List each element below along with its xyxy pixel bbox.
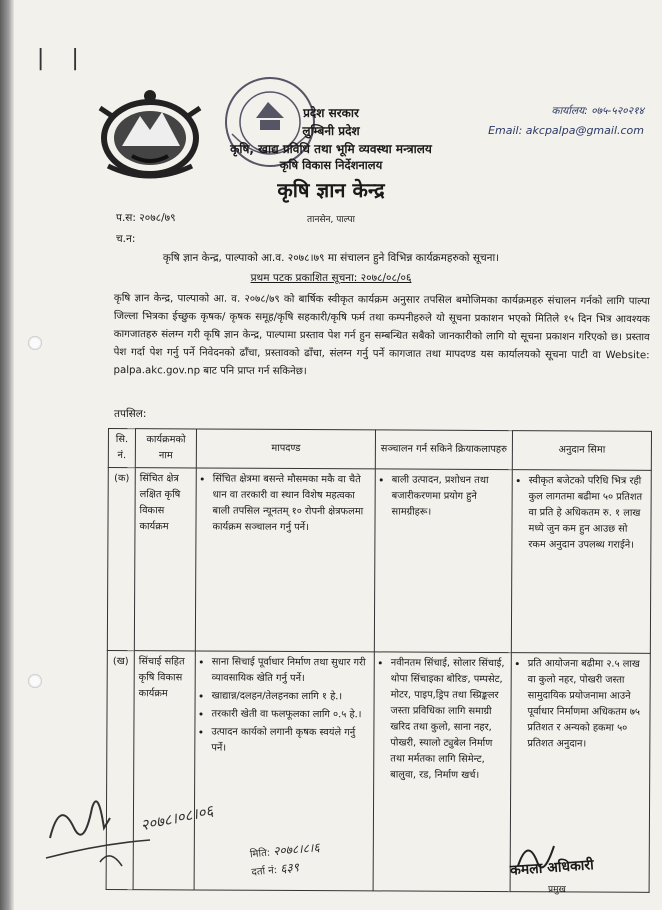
officer-name: कमला अधिकारी bbox=[509, 857, 595, 879]
activity-item: • बाली उत्पादन, प्रशोधन तथा बजारीकरणमा प्रयोग हुने सामग्रीहरू। bbox=[392, 472, 508, 521]
header-location: तानसेन, पाल्पा bbox=[306, 215, 355, 225]
cell-sn: (क) bbox=[107, 468, 135, 651]
receipt-date-value: २०७८।८।६ bbox=[272, 840, 321, 859]
officer-title: प्रमुख bbox=[548, 885, 566, 895]
criteria-item: • उत्पादन कार्यको लगानी कृषक स्वयंले गर्नु पर्ने। bbox=[211, 725, 369, 758]
cell-criteria bbox=[195, 468, 375, 652]
cell-activities bbox=[374, 469, 512, 653]
receipt-number-label: दर्ता नं: bbox=[251, 865, 278, 879]
grant-item: • स्वीकृत बजेटको परिधि भित्र रही कुल लागतमा बढीमा ५० प्रतिशत वा प्रति हे अधिकतम रु. १ लाख मध्ये जुन कम हुन आउछ सो रकम अनुदान उपलब्ध गराईने। bbox=[528, 473, 646, 554]
table-header-row bbox=[108, 429, 651, 471]
header-office: कृषि ज्ञान केन्द्र bbox=[277, 178, 385, 202]
tapsil-label: तपसिल: bbox=[114, 408, 147, 420]
grant-item: • प्रति आयोजना बढीमा २.५ लाख वा कुलो नहर, पोखरी जस्ता सामुदायिक प्रयोजनामा आउने पूर्वाधार निर्माणमा अधिकतम ७५ प्रतिशत र अन्यको हकमा ५० प्रतिशत अनुदान। bbox=[527, 656, 646, 753]
table-row bbox=[107, 468, 651, 654]
contact-email: Email: akcpalpa@gmail.com bbox=[488, 124, 644, 137]
handwritten-date-left: २०७८।०८।०६ bbox=[138, 801, 215, 835]
notice-subtitle: प्रथम पटक प्रकाशित सूचना: २०७८/०८/०६ bbox=[250, 272, 412, 284]
header-province: लुम्बिनी प्रदेश bbox=[302, 124, 360, 138]
notice-paragraph: कृषि ज्ञान केन्द्र, पाल्पाको आ. व. २०७८/७९ को बार्षिक स्वीकृत कार्यक्रम अनुसार तपसिल बमोजिमका कार्यक्रमहरु संचालन गर्नको लागि पाल्पा जिल्ला भित्रका ईच्छुक कृषक/ कृषक समूह/कृषि सहकारी/कृषि फर्म तथा कम्पनीहरुले यो सूचना प्रकाशन भएको मितिले १५ दिन भित्र आवश्यक कागजातहरु संलग्न गरी कृषि ज्ञान केन्द्र, पाल्पामा प्रस्ताव पेश गर्न हुन सम्बन्धित सबैको जानकारीको लागि यो सूचना प्रकाशन गरिएको छ। प्रस्ताव पेश गर्दा पेश गर्नु पर्ने निवेदनको ढाँचा, प्रस्तावको ढाँचा, संलग्न गर्नु पर्ने कागजात तथा मापदण्ड यस कार्यालयको सूचना पाटी वा Website: palpa.akc.gov.np बाट पनि प्राप्त गर्न सकिनेछ। bbox=[113, 292, 650, 378]
receipt-stamp bbox=[249, 835, 375, 910]
criteria-item: • खाद्यान्न/दलहन/तेलहनका लागि १ हे.। bbox=[212, 689, 370, 706]
criteria-item: • सिंचित क्षेत्रमा बसन्ते मौसमका मकै वा चैते धान वा तरकारी वा स्थान विशेष महत्वका बाली तपसिल न्यूनतम् १० रोपनी क्षेत्रफलमा कार्यक्रम सञ्चालन गर्नु पर्ने। bbox=[212, 472, 370, 537]
criteria-item: • साना सिचाई पूर्वाधार निर्माण तथा सुधार गरी व्यावसायिक खेति गर्नु पर्ने। bbox=[212, 655, 370, 688]
margin-marks: | | bbox=[34, 46, 86, 71]
cell-sn: (ख) bbox=[106, 650, 134, 889]
notice-subject: कृषि ज्ञान केन्द्र, पाल्पाको आ.व. २०७८।७९ मा संचालन हुने विभिन्न कार्यक्रमहरुको सूचना। bbox=[162, 252, 500, 264]
punch-hole bbox=[28, 336, 42, 350]
header-ministry: कृषि, खाद्य प्रविधि तथा भूमि व्यवस्था मन्त्रालय bbox=[230, 142, 432, 156]
punch-hole bbox=[28, 674, 42, 688]
ref-patra-sankhya: प.स: २०७८/७९ bbox=[116, 212, 176, 224]
cell-program: सिंचाई सहित कृषि विकास कार्यक्रम bbox=[133, 651, 195, 890]
header-directorate: कृषि विकास निर्देशनालय bbox=[279, 158, 383, 172]
receipt-date-label: मिति: bbox=[249, 847, 271, 861]
activity-item: • नवीनतम सिंचाई, सोलार सिंचाई, थोपा सिंचाइका बोरिङ, पम्पसेट, मोटर, पाइप,ड्रिप तथा स्प्रिङ्कलर जस्ता प्रविधिका लागि समाग्री खरिद तथा कुलो, साना नहर, पोखरी, स्यालो ट्युबेल निर्माण तथा मर्मतका लागि सिमेन्ट, बालुवा, रड, निर्माण खर्च। bbox=[390, 655, 507, 784]
ref-chalani: च.न: bbox=[116, 233, 136, 245]
contact-phone: कार्यालय: ०७५-५२०२१४ bbox=[551, 105, 644, 117]
criteria-item: • तरकारी खेती वा फलफूलका लागि ०.५ हे.। bbox=[211, 707, 369, 724]
col-header-program: कार्यक्रमको नाम bbox=[135, 429, 196, 468]
col-header-sn: सि. नं. bbox=[108, 429, 135, 468]
cell-grant bbox=[511, 470, 651, 654]
cell-program: सिंचित क्षेत्र लक्षित कृषि विकास कार्यक्रम bbox=[134, 468, 196, 651]
col-header-criteria: मापदण्ड bbox=[196, 429, 375, 469]
header-govt: प्रदेश सरकार bbox=[303, 106, 359, 120]
col-header-grant: अनुदान सिमा bbox=[512, 431, 651, 471]
cell-activities bbox=[373, 652, 511, 892]
col-header-activities: सञ्चालन गर्न सकिने क्रियाकलापहरु bbox=[375, 430, 512, 470]
receipt-number-value: ६३९ bbox=[279, 860, 300, 876]
